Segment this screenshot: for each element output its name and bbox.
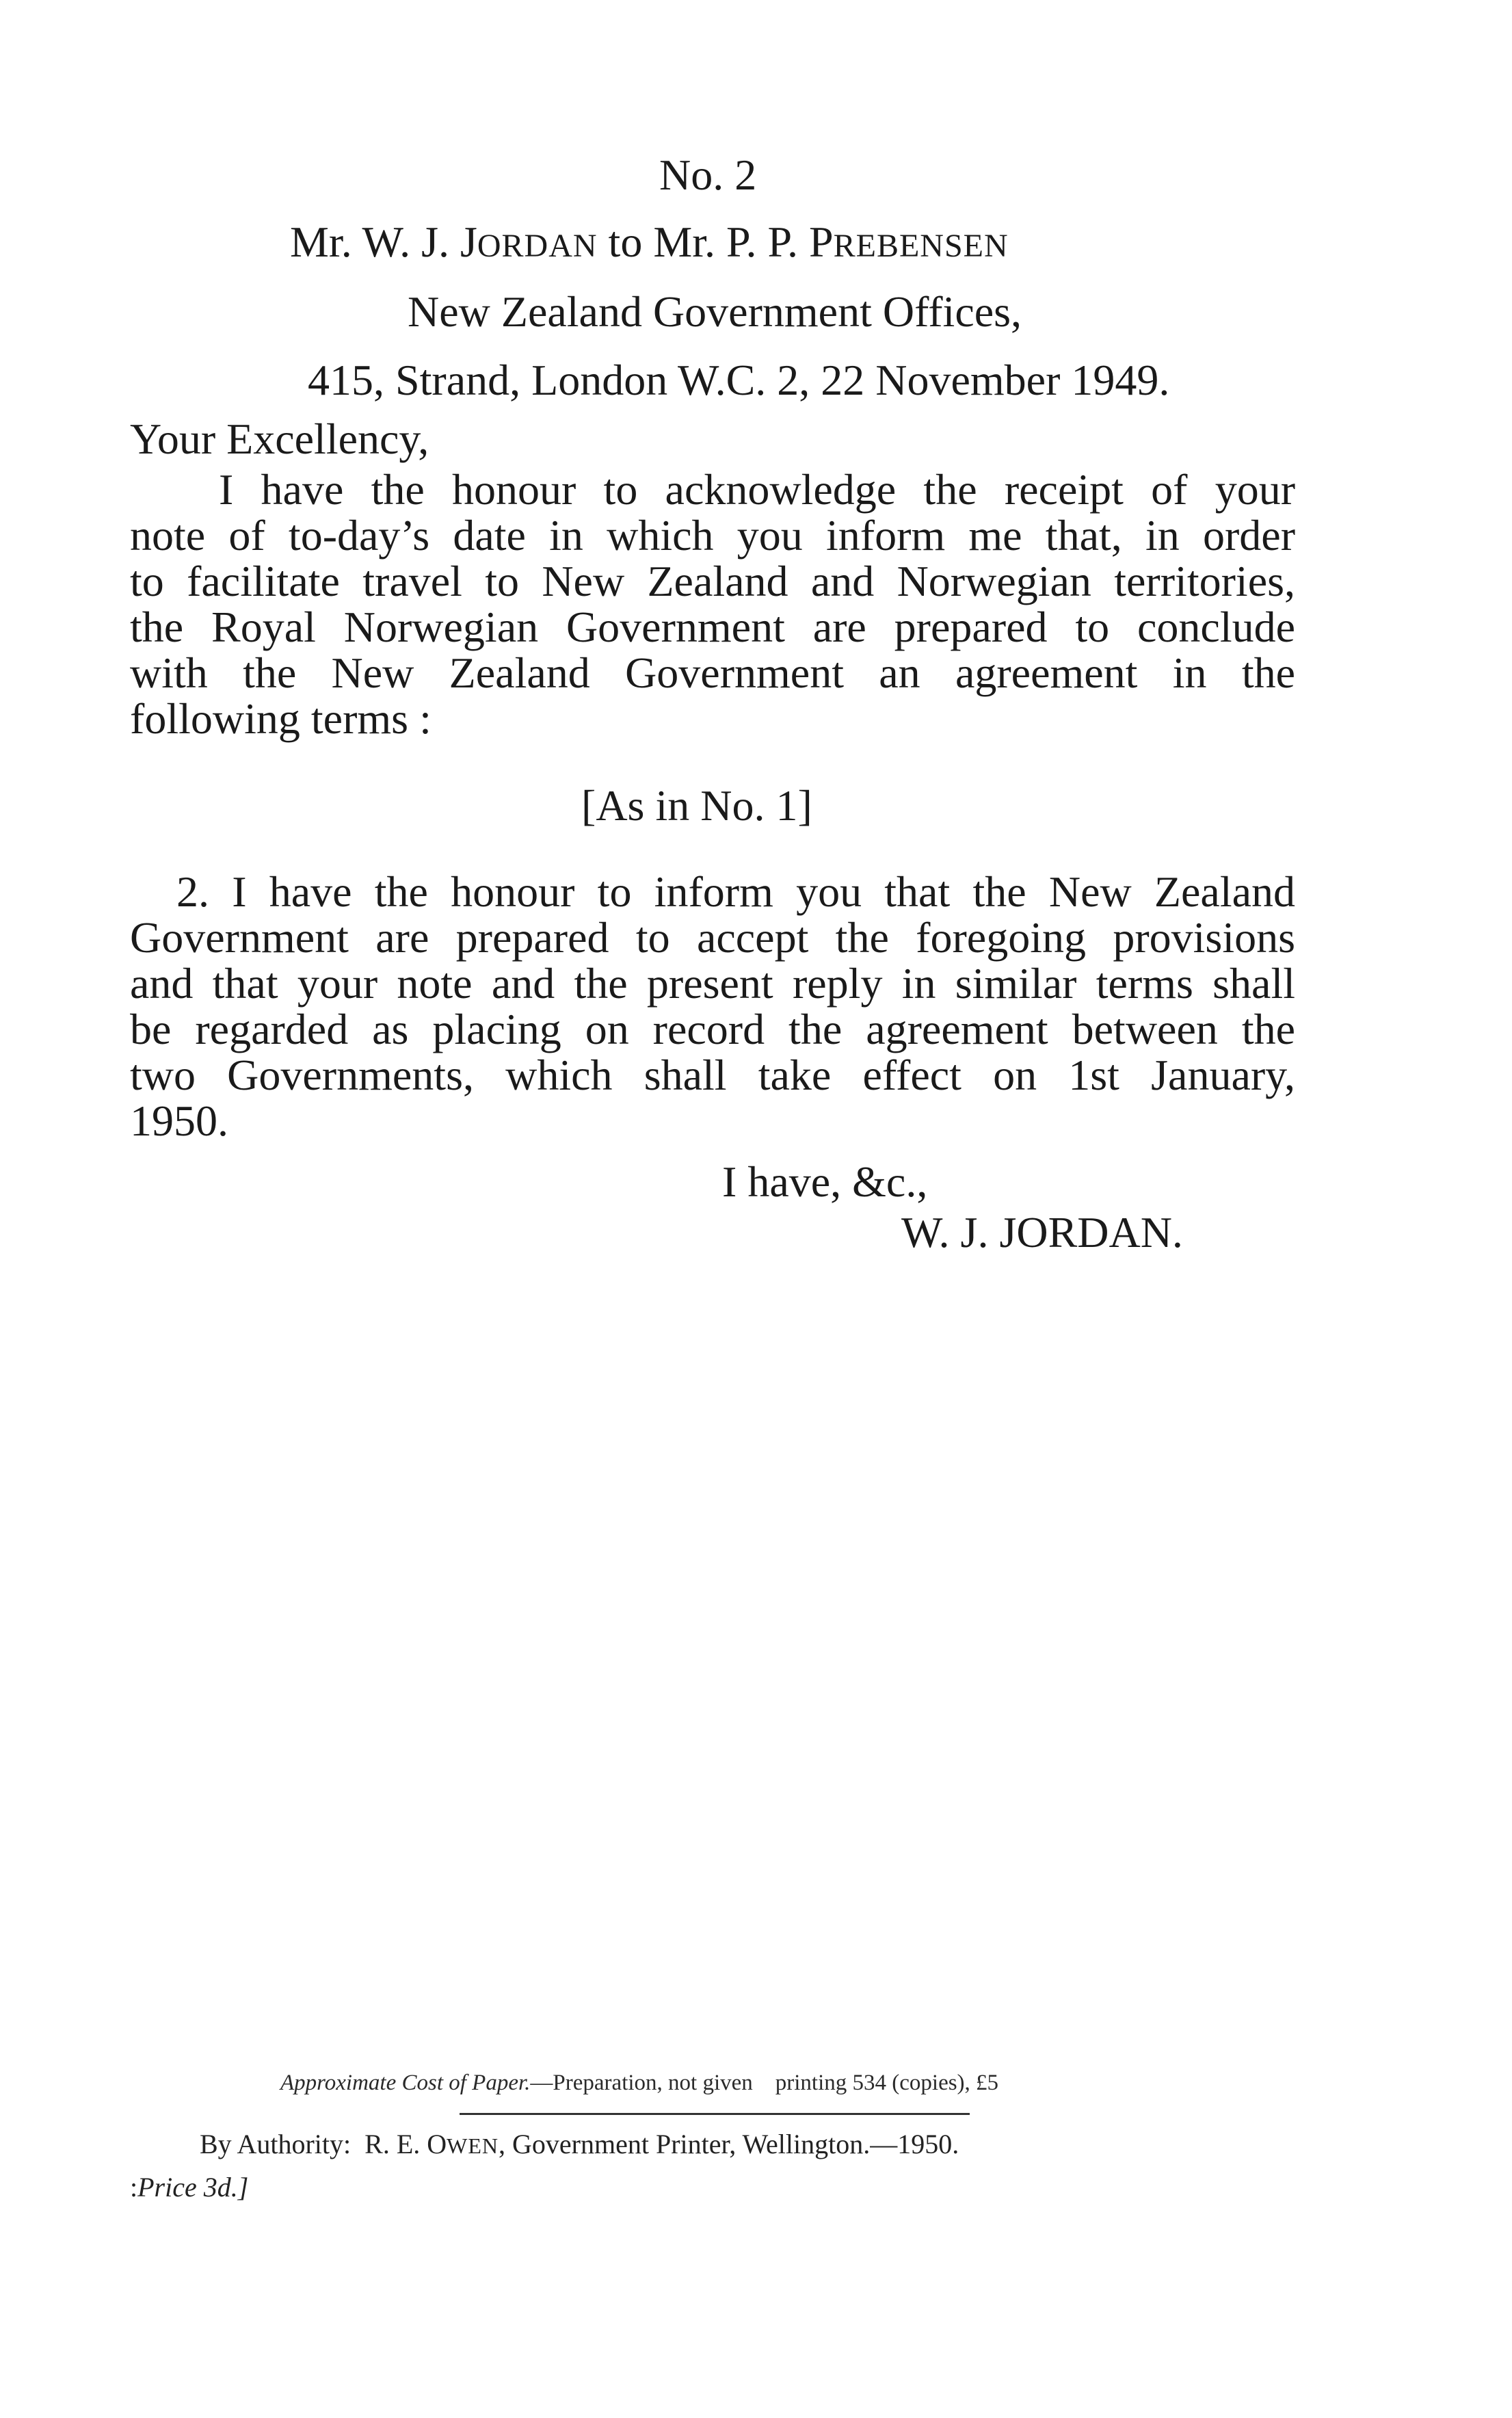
heading-to-surname-initial: P (809, 218, 834, 266)
paragraph-2-line: 2. I have the honour to inform you that the New Zealand (176, 867, 1295, 916)
closing: I have, &c., (722, 1157, 928, 1206)
printer-authority (200, 2128, 959, 2160)
paragraph-2-line: two Governments, which shall take effect on 1st January, (130, 1051, 1295, 1099)
printer-name-initial: O (427, 2129, 447, 2159)
paper-cost-label: Approximate Cost of Paper. (280, 2071, 531, 2095)
printer-name: WEN (447, 2133, 499, 2158)
document-number: No. 2 (659, 150, 757, 199)
paragraph-1-line: following terms : (130, 694, 432, 743)
paragraph-1-line: note of to-day’s date in which you inform me that, in order (130, 511, 1295, 560)
paragraph-2-line: 1950. (130, 1096, 228, 1145)
paragraph-2-line: be regarded as placing on record the agreement between the (130, 1005, 1295, 1053)
heading-from-surname: ORDAN (477, 228, 598, 264)
correspondence-heading (290, 219, 1009, 270)
paper-cost-note (280, 2071, 998, 2096)
authority-suffix: , Government Printer, Wellington.—1950. (499, 2129, 959, 2159)
authority-prefix: By Authority: R. E. (200, 2129, 427, 2159)
paper-cost-details: —Preparation, not given printing 534 (copies), £5 (530, 2071, 999, 2095)
paragraph-1-line: I have the honour to acknowledge the receipt of your (219, 465, 1295, 514)
paragraph-1-line: to facilitate travel to New Zealand and Norwegian territories, (130, 557, 1295, 605)
heading-from-surname-initial: J (460, 218, 477, 266)
heading-from-prefix: Mr. W. J. (290, 218, 460, 266)
paragraph-1-line: with the New Zealand Government an agreement in the (130, 648, 1295, 697)
price (130, 2171, 248, 2203)
paragraph-2-line: Government are prepared to accept the foregoing provisions (130, 913, 1295, 962)
price-text: Price 3d.] (137, 2172, 249, 2203)
paragraph-2-line: and that your note and the present reply in similar terms shall (130, 959, 1295, 1008)
heading-to-surname: REBENSEN (833, 228, 1009, 264)
address-line-2: 415, Strand, London W.C. 2, 22 November 1949. (308, 356, 1170, 404)
paragraph-1-line: the Royal Norwegian Government are prepared to conclude (130, 603, 1295, 651)
heading-to: to Mr. P. P. (597, 218, 810, 266)
signature: W. J. JORDAN. (901, 1208, 1183, 1257)
insert-note: [As in No. 1] (581, 781, 812, 830)
address-line-1: New Zealand Government Offices, (408, 287, 1022, 336)
price-mark: : (130, 2172, 138, 2203)
footer-divider (460, 2113, 970, 2115)
salutation: Your Excellency, (130, 415, 429, 463)
